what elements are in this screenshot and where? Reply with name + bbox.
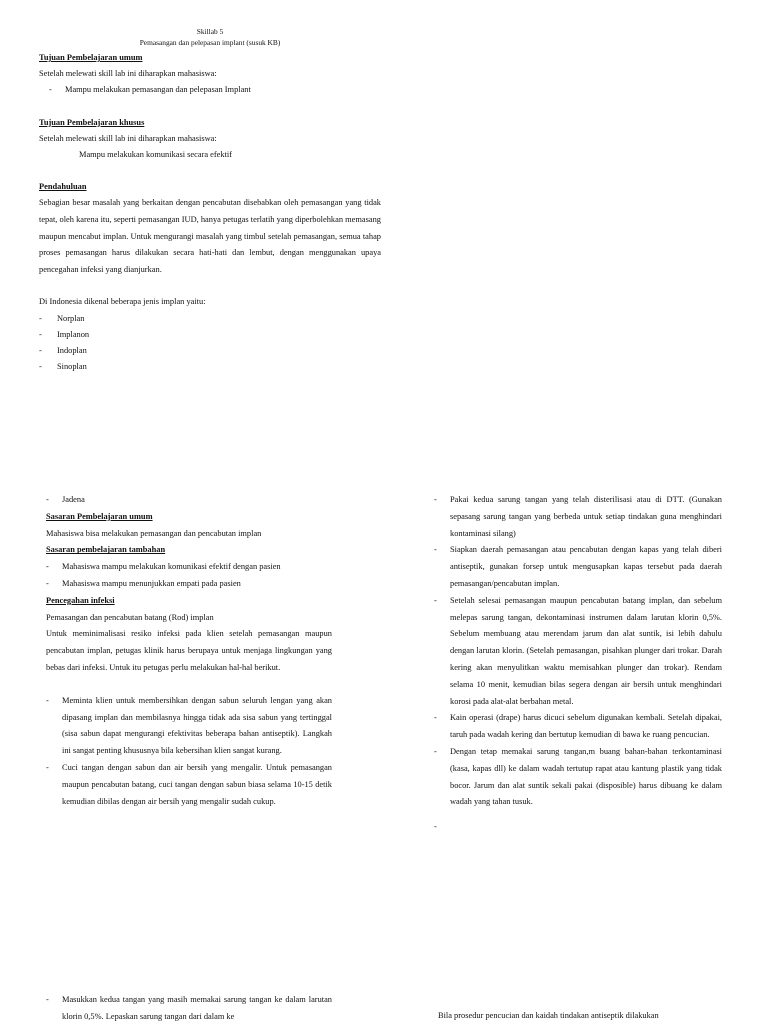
jenis-implan-item: - Sinoplan [39,362,87,372]
sasaran-tambahan-item: - Mahasiswa mampu melakukan komunikasi efektif dengan pasien [46,562,281,572]
right-column [434,492,722,836]
pendahuluan-paragraph: Sebagian besar masalah yang berkaitan dengan pencabutan disebabkan oleh pemasangan yang tidak tepat, oleh karena itu, seperti pemasangan IUD, hanya petugas terlatih yang diperbolehkan memasang maupun mencabut implan. Untuk mengurangi masalah yang timbul setelah pemasangan, semua tahap proses pemasangan harus dilakukan secara hati-hati dan lembut, dengan menggunakan upaya pencegahan infeksi yang dianjurkan. [39,198,381,274]
pencegahan-step: - Masukkan kedua tangan yang masih memakai sarung tangan ke dalam larutan klorin 0,5%. Lepaskan sarung tangan dari dalam ke [46,995,332,1021]
right-bottom-text: Bila prosedur pencucian dan kaidah tindakan antiseptik dilakukan [438,1011,659,1020]
left-column-bottom [46,992,332,1026]
tujuan-umum-intro: Setelah melewati skill lab ini diharapkan mahasiswa: [39,69,217,79]
sasaran-tambahan-heading: Sasaran pembelajaran tambahan [46,545,166,555]
tujuan-khusus-intro: Setelah melewati skill lab ini diharapkan mahasiswa: [39,133,217,143]
pencegahan-step: - Pakai kedua sarung tangan yang telah disterilisasi atau di DTT. (Gunakan sepasang sarung tangan yang berbeda untuk setiap tindakan guna menghindari kontaminasi silang) [434,495,722,538]
tujuan-umum-heading: Tujuan Pembelajaran umum [39,53,143,62]
pencegahan-step: - Siapkan daerah pemasangan atau pencabutan dengan kapas yang telah diberi antiseptik, gunakan forsep untuk mengusapkan kapas tersebut pada daerah pemasangan/pencabutan implan. [434,545,722,588]
document-header [40,26,380,48]
tujuan-umum-item-text: Mampu melakukan pemasangan dan pelepasan Implant [65,85,251,95]
pencegahan-step: - Dengan tetap memakai sarung tangan,m buang bahan-bahan terkontaminasi (kasa, kapas dll) ke dalam wadah tertutup rapat atau kantung plastik yang tidak bocor. Jarum dan alat suntik sekali pakai (disposible) harus dibuang ke dalam wadah yang tahan tusuk. [434,746,722,807]
tujuan-umum-item: - Mampu melakukan pemasangan dan pelepasan Implant [49,85,251,95]
header-line1: Skillab 5 [196,27,224,36]
tujuan-khusus-item: Mampu melakukan komunikasi secara efektif [79,150,233,160]
jenis-implan-item: - Indoplan [39,346,87,355]
jenis-implan-item: - Norplan [39,313,85,323]
pencegahan-paragraph: Untuk meminimalisasi resiko infeksi pada klien setelah pemasangan maupun pencabutan implan, petugas klinik harus berupaya untuk menjaga lingkungan yang bebas dari infeksi. Untuk itu petugas perlu melakukan hal-hal berikut. [46,629,332,672]
jenis-implan-item: - Implanon [39,329,90,339]
pencegahan-step: - Meminta klien untuk membersihkan dengan sabun seluruh lengan yang akan dipasang implan dan membilasnya hingga tidak ada sisa sabun yang tertinggal (sisa sabun dapat mengurangi efektivitas beberapa bahan antiseptik). Langkah ini sangat penting khususnya bila kebersihan klien sangat kurang. [46,695,332,756]
sasaran-umum-text: Mahasiswa bisa melakukan pemasangan dan pencabutan implan [46,528,262,538]
pencegahan-step: - Cuci tangan dengan sabun dan air bersih yang mengalir. Untuk pemasangan maupun pencabutan batang, cuci tangan dengan sabun biasa selama 10-15 detik kemudian dibilas dengan air bersih yang mengalir sudah cukup. [46,762,332,806]
pencegahan-step: - Kain operasi (drape) harus dicuci sebelum digunakan kembali. Setelah dipakai, taruh pada wadah kering dan bertutup kemudian di bawa ke ruang pencucian. [434,713,722,740]
tujuan-khusus-heading: Tujuan Pembelajaran khusus [39,117,145,127]
header-line2: Pemasangan dan pelepasan implant (susuk KB) [139,38,281,47]
right-column-bottom [438,1008,722,1025]
pencegahan-heading: Pencegahan infeksi [46,595,115,605]
page-top [0,0,768,470]
jadena-item: - Jadena [46,495,85,504]
empty-dash: - [434,822,437,832]
tujuan-umum-section [39,50,381,375]
jenis-implan-intro: Di Indonesia dikenal beberapa jenis implan yaitu: [39,297,206,307]
pendahuluan-heading: Pendahuluan [39,182,87,192]
sasaran-umum-heading: Sasaran Pembelajaran umum [46,511,153,521]
left-column [46,492,332,810]
pencegahan-step: - Setelah selesai pemasangan maupun pencabutan batang implan, dan sebelum melepas sarung tangan, dekontaminasi instrumen dalam larutan klorin 0,5%. Sebelum membuang atau merendam jarum dan alat suntik, isi lebih dahulu dengan larutan klorin. (Setelah pemasangan, pisahkan plunger dari trokar. Darah kering akan menyulitkan waktu memisahkan plunger dan trokar). Rendam selama 10 menit, kemudian bilas segera dengan air bersih untuk menghindari korosi pada alat-alat berbahan metal. [434,595,722,706]
pencegahan-subheading: Pemasangan dan pencabutan batang (Rod) implan [46,612,214,622]
sasaran-tambahan-item: - Mahasiswa mampu menunjukkan empati pada pasien [46,578,241,588]
